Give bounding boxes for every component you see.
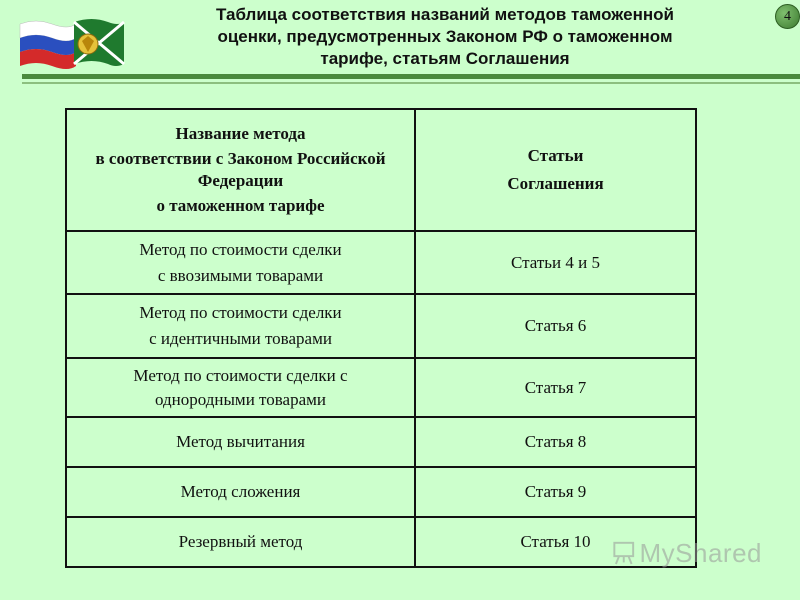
table-row: [66, 358, 696, 417]
methods-table: [65, 108, 697, 568]
header-divider-thin: [22, 82, 800, 84]
method-cell: Метод сложения: [66, 467, 415, 517]
method-line: Метод по стоимости сделки с: [133, 365, 348, 385]
articles-cell: Статья 6: [415, 294, 696, 358]
method-line: Метод по стоимости сделки: [139, 239, 342, 259]
method-line: Метод по стоимости сделки: [139, 303, 342, 322]
header-method-line: о таможенном тарифе: [156, 196, 325, 215]
header-articles-line: Статьи: [527, 146, 584, 165]
method-cell: [66, 231, 415, 294]
table-row: [66, 517, 696, 567]
title-line: оценки, предусмотренных Законом РФ о таможенном: [217, 27, 673, 46]
method-line: с ввозимыми товарами: [157, 265, 324, 285]
articles-cell: Статьи 4 и 5: [415, 231, 696, 294]
table-row: [66, 294, 696, 358]
slide-title: [150, 4, 740, 70]
presentation-board-icon: [612, 537, 636, 569]
articles-cell: Статья 9: [415, 467, 696, 517]
title-line: тарифе, статьям Соглашения: [320, 49, 570, 68]
header-method: [66, 109, 415, 231]
method-cell: Резервный метод: [66, 517, 415, 567]
title-line: Таблица соответствия названий методов таможенной: [216, 5, 674, 24]
watermark: [612, 535, 762, 571]
slide-number-badge: 4: [775, 4, 800, 29]
method-cell: [66, 294, 415, 358]
articles-cell: Статья 7: [415, 358, 696, 417]
header-articles: [415, 109, 696, 231]
table-row: [66, 467, 696, 517]
watermark-text: MyShared: [639, 537, 762, 568]
customs-flag-emblem: [16, 14, 126, 70]
russian-flag-icon: [20, 21, 76, 69]
table-row: [66, 231, 696, 294]
method-cell: [66, 358, 415, 417]
table-row: [66, 417, 696, 467]
articles-cell: Статья 8: [415, 417, 696, 467]
table-header-row: [66, 109, 696, 231]
customs-flag-icon: [74, 19, 124, 66]
header-divider: [22, 74, 800, 79]
method-cell: Метод вычитания: [66, 417, 415, 467]
method-line: однородными товарами: [155, 389, 326, 409]
header-method-line: в соответствии с Законом Российской Федерации: [95, 149, 386, 190]
method-line: с идентичными товарами: [149, 329, 332, 348]
articles-cell: Статья 10: [415, 517, 696, 567]
header-method-line: Название метода: [175, 124, 306, 143]
header-articles-line: Соглашения: [507, 174, 604, 193]
